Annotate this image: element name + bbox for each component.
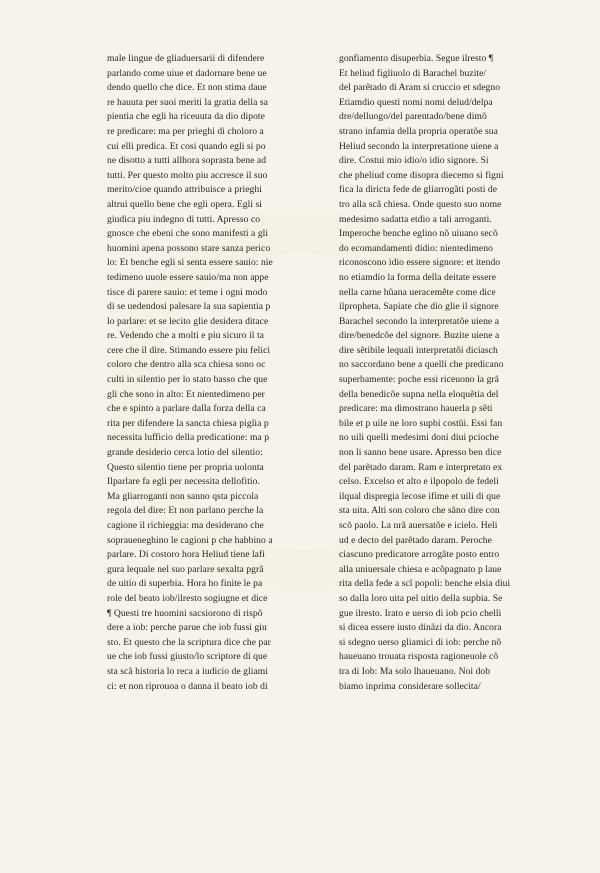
left-column-line: sta scã historia lo reca a iudicio de gliami bbox=[107, 665, 268, 677]
right-column-line: ilqual dispregia lecose ifime et uili di que bbox=[339, 490, 501, 502]
right-column-line: ciascuno predicatore arrogãte posto entro bbox=[339, 549, 500, 561]
right-column-line: gonfiamento disuperbia. Segue ilresto ¶ bbox=[339, 53, 494, 64]
right-column-line: si sdegno uerso gliamici di iob: perche nõ bbox=[339, 636, 502, 648]
right-column-line: do ecomandamenti didio: nientedimeno bbox=[339, 242, 493, 254]
left-column-line: de uitio di superbia. Hora ho finite le pa bbox=[107, 578, 263, 590]
left-text-column bbox=[107, 52, 317, 694]
left-column-line: dendo quello che dice. Et non stima daue bbox=[107, 82, 267, 94]
left-column-line: culti in silentio per lo stato basso che que bbox=[107, 374, 268, 386]
right-column-line: superbamente: poche essi riceuono la grã bbox=[339, 374, 499, 386]
right-column-line: sta uita. Alti son coloro che sãno dire con bbox=[339, 505, 500, 517]
left-column-line: gli che sono in alto: Et nientedimeno per bbox=[107, 388, 265, 400]
left-column-line: ne disotto a tutti allhora soprasta bene ad bbox=[107, 155, 267, 167]
left-column-line: cui elli predica. Et cosi quando egli si po bbox=[107, 140, 266, 152]
left-column-line: sopraueneghino le cagioni p che habbino a bbox=[107, 534, 273, 546]
left-column-line: tisce di parere sauio: et teme i ogni modo bbox=[107, 286, 268, 298]
right-column-line: no etiamdio la forma della deitate essere bbox=[339, 271, 497, 283]
right-column-line: Et heliud figliuolo di Barachel buzite/ bbox=[339, 67, 487, 79]
left-column-line: Ma gliarroganti non sanno qsta piccola bbox=[107, 490, 259, 502]
left-column-line: merito/cioe quando attribuisce a prieghi bbox=[107, 184, 262, 196]
left-column-line: di se uedendosi palesare la sua sapientia p bbox=[107, 301, 271, 313]
right-column-line: Imperoche benche eglino nõ uiuano secõ bbox=[339, 228, 498, 240]
right-column-line: so dalla loro uita pel uitio della supbia. Se bbox=[339, 592, 503, 604]
right-column-line: predicare: ma dimostrano hauerla p sẽti bbox=[339, 403, 493, 415]
left-column-line: re hauuta per suoi meriti la gratia della sa bbox=[107, 96, 268, 108]
left-column-line: lo parlare: et se lecito glie desidera ditace bbox=[107, 315, 269, 327]
right-column-line: che pheliud come disopra diecemo si figni bbox=[339, 169, 504, 181]
right-column-line: gue ilresto. Irato e uerso di iob pcio chelli bbox=[339, 607, 502, 619]
right-column-line: della benedicõe supna nella eloquẽtia del bbox=[339, 388, 499, 400]
left-column-line: Questo silentio tiene per propria uolonta bbox=[107, 461, 264, 473]
left-column-line: parlare. Di costoro hora Heliud tiene lafi bbox=[107, 549, 265, 561]
right-column-line: tro alla scã chiesa. Onde questo suo nome bbox=[339, 198, 502, 210]
right-column-line: medesimo sadatta etdio a tali arroganti. bbox=[339, 213, 492, 225]
left-column-line: cere che il dire. Stimando essere piu felici bbox=[107, 344, 271, 356]
left-column-line: ¶ Questi tre huomini sacsiorono di rispõ bbox=[107, 607, 263, 619]
left-column-line: che e spinto a parlare dalla forza della ca bbox=[107, 403, 266, 415]
left-column-line: parlando come uiue et dadornare bene ue bbox=[107, 67, 267, 79]
right-column-line: no uili quelli medesimi doni diui pcioche bbox=[339, 432, 499, 444]
left-column-line: lo: Et benche egli si senta essere sauio: nie bbox=[107, 257, 273, 269]
left-column-line: rita per difendere la sancta chiesa piglia p bbox=[107, 417, 269, 429]
right-column-line: ud e decto del parẽtado daram. Peroche bbox=[339, 534, 492, 546]
right-column-line: dre/delluogo/del parentado/bene dimõ bbox=[339, 111, 487, 123]
right-column-line: ilpropheta. Sapiate che dio glie il signore bbox=[339, 301, 499, 313]
left-column-line: regola del dire: Et non parlano perche la bbox=[107, 505, 264, 517]
left-column-line: pientia che egli ha riceuuta da dio dipote bbox=[107, 111, 265, 123]
right-column-line: nella carne hũana ueracemẽte come dice bbox=[339, 286, 496, 298]
right-column-line: scõ paolo. La nrã auersatõe e icielo. Heli bbox=[339, 520, 498, 531]
right-column-line: biamo inprima considerare sollecita/ bbox=[339, 680, 481, 692]
left-column-line: tedimeno uuole essere sauio/ma non appe bbox=[107, 271, 269, 283]
right-column-line: Barachel secondo la interpretatõe uiene a bbox=[339, 315, 499, 327]
right-column-line: dire sẽtibile lequali interpretatõi diciasch bbox=[339, 344, 498, 356]
right-column-line: riconoscono idio essere signore: et itendo bbox=[339, 257, 501, 269]
right-column-line: si dicea essere iusto dinãzi da dio. Ancora bbox=[339, 622, 502, 634]
right-column-line: celso. Excelso et alto e ilpopolo de fedeli bbox=[339, 476, 499, 488]
right-column-line: Heliud secondo la interpretatione uiene a bbox=[339, 140, 499, 152]
right-column-line: fica la diricta fede de gliarrogãti posti de bbox=[339, 184, 498, 196]
left-column-line: gura lequale nel suo parlare sexalta pgrã bbox=[107, 563, 264, 575]
right-column-line: del parẽtado di Aram si cruccio et sdegno bbox=[339, 82, 501, 94]
right-column-line: Etiamdio questi nomi nomi delud/delpa bbox=[339, 96, 493, 108]
right-column-line: del parẽtado daram. Ram e interpretato ex bbox=[339, 461, 503, 473]
left-column-line: ci: et non riprouoa o danna il beato iob di bbox=[107, 680, 268, 692]
left-column-line: cagione il richieggia: ma desiderano che bbox=[107, 520, 264, 531]
left-column-line: sto. Et questo che la scriptura dice che par bbox=[107, 636, 271, 648]
left-column-line: necessita lufficio della predicatione: ma p bbox=[107, 432, 270, 444]
left-column-line: male lingue de gliaduersarii di difendere bbox=[107, 53, 265, 64]
right-column-line: rita della fede a scĩ popoli: benche elsia diui bbox=[339, 578, 511, 590]
right-column-line: tra di Iob: Ma solo lhaueuano. Noi dob bbox=[339, 665, 491, 677]
left-column-line: altrui quello bene che egli opera. Egli si bbox=[107, 198, 263, 210]
right-column-line: no saccordano bene a quelli che predicano bbox=[339, 359, 504, 371]
right-text-column bbox=[339, 52, 551, 694]
left-column-line: re predicare: ma per prieghi di choloro a bbox=[107, 125, 264, 137]
left-column-line: role del beato iob/ilresto sogiugne et dice bbox=[107, 592, 268, 604]
right-column-line: haueuano trouata risposta ragioneuole cõ bbox=[339, 651, 499, 663]
right-column-line: bile et p uile ne loro supbi costũi. Essi fan bbox=[339, 417, 503, 429]
right-column-line: non li sanno bene usare. Apresso ben dice bbox=[339, 447, 502, 459]
left-column-line: tutti. Per questo molto piu accresce il suo bbox=[107, 169, 268, 181]
left-column-line: grande desiderio cerca lotio del silentio: bbox=[107, 447, 263, 459]
right-column-line: alla uniuersale chiesa e acõpagnato p laue bbox=[339, 563, 502, 575]
left-column-line: gnosce che ebeni che sono manifesti a gli bbox=[107, 228, 269, 240]
left-column-line: re. Vedendo che a molti e piu sicuro il ta bbox=[107, 330, 264, 342]
left-column-line: coloro che dentro alla sca chiesa sono oc bbox=[107, 359, 266, 371]
left-column-line: giudica piu indegno di tutti. Apresso co bbox=[107, 213, 261, 225]
left-column-line: huomini apena possono stare sanza perico bbox=[107, 242, 271, 254]
left-column-line: Ilparlare fa egli per necessita dellofitio. bbox=[107, 476, 260, 488]
right-column-line: dire/benedcõe del signore. Buzite uiene a bbox=[339, 330, 500, 342]
left-column-line: ue che iob fussi giusto/lo scriptore di que bbox=[107, 651, 268, 663]
right-column-line: dire. Costui mio idio/o idio signore. Si bbox=[339, 155, 489, 167]
left-column-line: dere a iob: perche parue che iob fussi giu bbox=[107, 622, 267, 634]
right-column-line: strano infamia della propria operatõe sua bbox=[339, 125, 498, 137]
